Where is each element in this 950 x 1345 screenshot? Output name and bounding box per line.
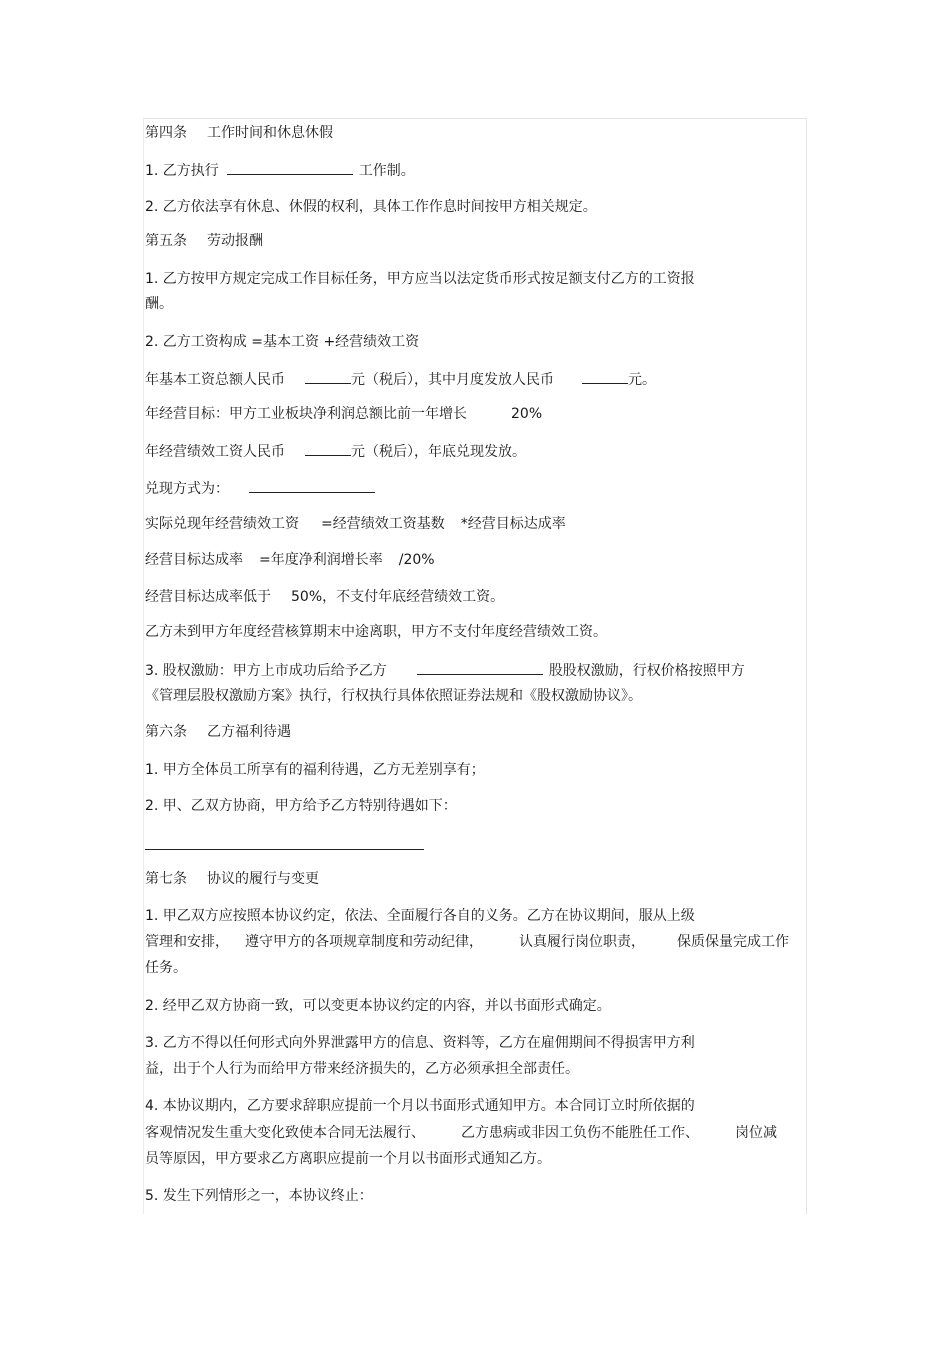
work-system-blank[interactable] — [227, 160, 353, 175]
formula-2: 经营目标达成率 =年度净利润增长率 /20% — [145, 552, 435, 568]
article-6-heading: 第六条 乙方福利待遇 — [145, 724, 291, 740]
annual-base-blank[interactable] — [305, 369, 351, 384]
annual-target-line: 年经营目标：甲方工业板块净利润总额比前一年增长 20% — [145, 406, 543, 422]
performance-pay-blank[interactable] — [305, 441, 351, 456]
clause-5-2: 2. 乙方工资构成 =基本工资 +经营绩效工资 — [145, 334, 420, 350]
clause-7-4-line1: 4. 本协议期内，乙方要求辞职应提前一个月以书面形式通知甲方。本合同订立时所依据的 — [145, 1098, 695, 1114]
clause-5-1-line2: 酬。 — [145, 296, 173, 312]
clause-4-2: 2. 乙方依法享有休息、休假的权利，具体工作作息时间按甲方相关规定。 — [145, 199, 597, 215]
formula-1: 实际兑现年经营绩效工资 =经营绩效工资基数 *经营目标达成率 — [145, 516, 566, 532]
clause-7-2: 2. 经甲乙双方协商一致，可以变更本协议约定的内容，并以书面形式确定。 — [145, 998, 611, 1014]
early-leave-line: 乙方未到甲方年度经营核算期末中途离职，甲方不支付年度经营绩效工资。 — [145, 624, 607, 640]
clause-5-3-line2: 《管理层股权激励方案》执行，行权执行具体依照证券法规和《股权激励协议》。 — [145, 688, 642, 704]
clause-6-1: 1. 甲方全体员工所享有的福利待遇，乙方无差别享有； — [145, 762, 485, 778]
clause-5-1-line1: 1. 乙方按甲方规定完成工作目标任务，甲方应当以法定货币形式按足额支付乙方的工资报 — [145, 271, 695, 287]
clause-6-2: 2. 甲、乙双方协商，甲方给予乙方特别待遇如下： — [145, 798, 457, 814]
clause-7-1-line2: 管理和安排， 遵守甲方的各项规章制度和劳动纪律， 认真履行岗位职责， 保质保量完成工作 — [145, 934, 789, 950]
clause-7-3-line2: 益，出于个人行为而给甲方带来经济损失的，乙方必须承担全部责任。 — [145, 1061, 579, 1077]
clause-7-1-line1: 1. 甲乙双方应按照本协议约定，依法、全面履行各自的义务。乙方在协议期间，服从上级 — [145, 908, 695, 924]
low-achievement-line: 经营目标达成率低于 50%，不支付年底经营绩效工资。 — [145, 589, 505, 605]
article-5-heading: 第五条 劳动报酬 — [145, 233, 263, 249]
base-salary-line: 年基本工资总额人民币 元（税后），其中月度发放人民币 元。 — [145, 369, 656, 390]
monthly-pay-blank[interactable] — [582, 369, 628, 384]
payout-method-blank[interactable] — [249, 478, 375, 493]
clause-5-3-line1: 3. 股权激励：甲方上市成功后给予乙方 股股权激励，行权价格按照甲方 — [145, 660, 745, 681]
special-treatment-blank[interactable] — [145, 849, 424, 850]
payout-method-line: 兑现方式为： — [145, 478, 375, 499]
clause-7-4-line2: 客观情况发生重大变化致使本合同无法履行、 乙方患病或非因工负伤不能胜任工作、 岗位减 — [145, 1125, 777, 1141]
clause-7-1-line3: 任务。 — [145, 960, 187, 976]
clause-7-3-line1: 3. 乙方不得以任何形式向外界泄露甲方的信息、资料等，乙方在雇佣期间不得损害甲方利 — [145, 1035, 695, 1051]
clause-4-1: 1. 乙方执行 工作制。 — [145, 160, 415, 181]
performance-pay-line: 年经营绩效工资人民币 元（税后），年底兑现发放。 — [145, 441, 526, 462]
equity-shares-blank[interactable] — [417, 660, 543, 675]
article-4-heading: 第四条 工作时间和休息休假 — [145, 125, 333, 141]
clause-7-4-line3: 员等原因，甲方要求乙方离职应提前一个月以书面形式通知乙方。 — [145, 1151, 551, 1167]
clause-7-5: 5. 发生下列情形之一，本协议终止： — [145, 1188, 373, 1204]
article-7-heading: 第七条 协议的履行与变更 — [145, 871, 319, 887]
